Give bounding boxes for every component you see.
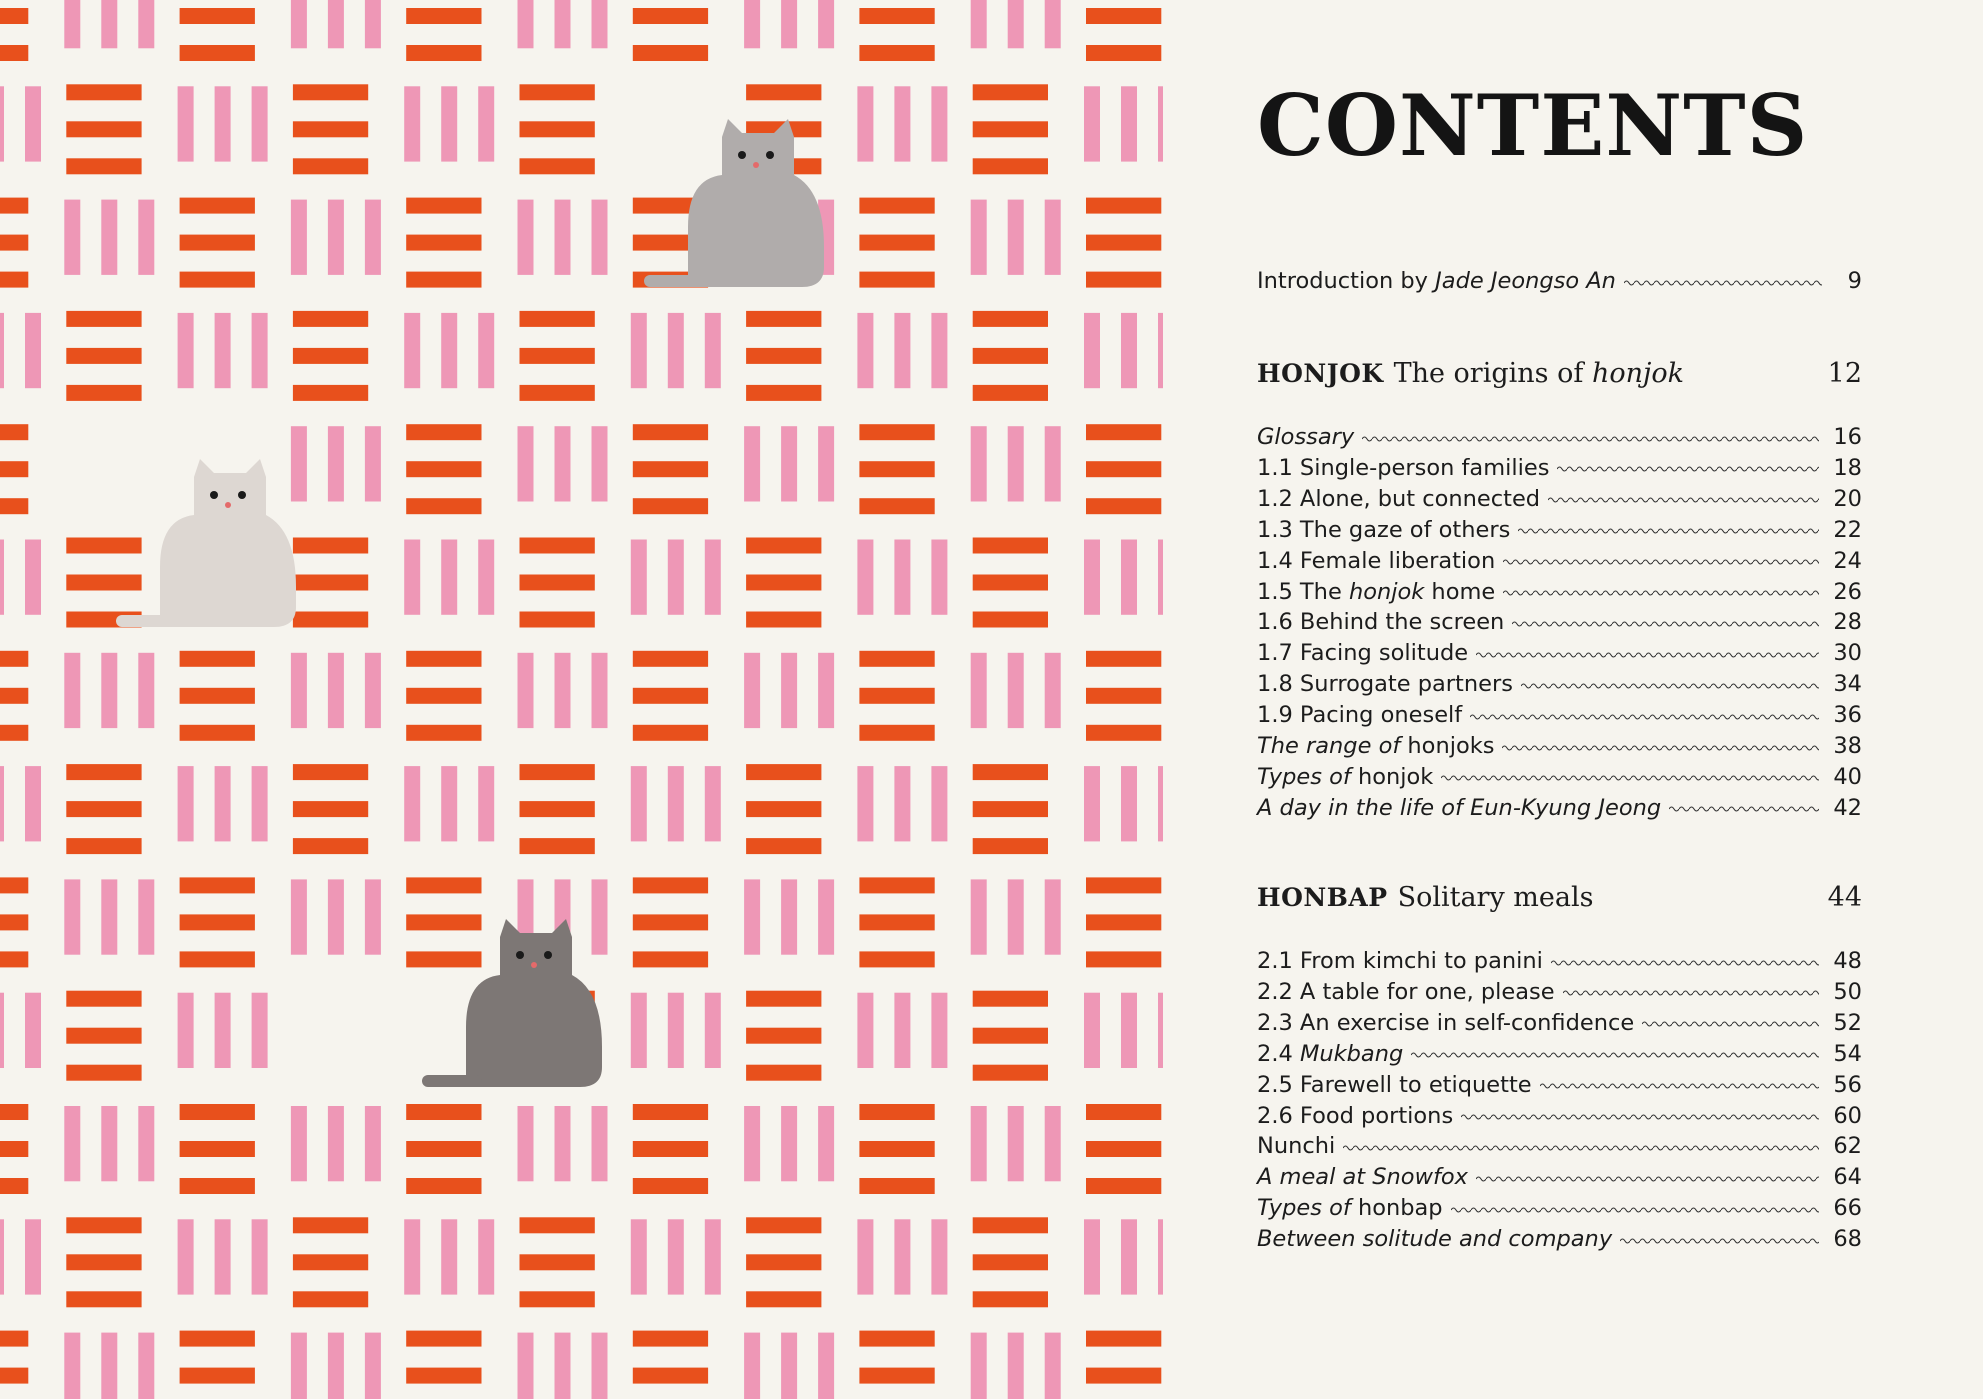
toc-entry-label: 1.1 Single-person families xyxy=(1257,454,1550,481)
toc-entry[interactable] xyxy=(1257,607,1862,637)
toc-entry[interactable] xyxy=(1257,546,1862,576)
toc-entry-label: 2.3 An exercise in self-confidence xyxy=(1257,1009,1635,1036)
toc-page-number: 34 xyxy=(1833,671,1862,698)
toc-entry-label: Types of honjok xyxy=(1257,763,1434,790)
toc-page-number: 20 xyxy=(1833,485,1862,512)
toc-page-number: 68 xyxy=(1833,1226,1862,1253)
toc-page-number: 50 xyxy=(1833,978,1862,1005)
leader-line xyxy=(1470,711,1819,723)
section-page-number: 12 xyxy=(1827,357,1862,389)
toc-entry-label: 1.4 Female liberation xyxy=(1257,547,1496,574)
toc-entry-label: The range of honjoks xyxy=(1257,733,1495,759)
toc-page-number: 64 xyxy=(1833,1164,1862,1191)
toc-page-number: 18 xyxy=(1833,454,1862,481)
toc-entry-label: 1.6 Behind the screen xyxy=(1257,609,1505,636)
leader-line xyxy=(1557,463,1819,475)
toc-entry[interactable] xyxy=(1257,946,1862,976)
toc-page-number: 54 xyxy=(1833,1040,1862,1067)
toc-entry-label: Between solitude and company xyxy=(1257,1226,1613,1253)
toc-entry[interactable] xyxy=(1257,1193,1862,1223)
toc-entry-label: 2.1 From kimchi to panini xyxy=(1257,948,1543,974)
page-title: CONTENTS xyxy=(1257,76,1809,175)
toc-entry-label: Types of honbap xyxy=(1257,1195,1443,1222)
leader-line xyxy=(1441,772,1819,784)
leader-line xyxy=(1503,587,1819,599)
section-page-number: 44 xyxy=(1827,881,1862,913)
toc-intro-row[interactable] xyxy=(1257,266,1862,296)
toc-entry[interactable] xyxy=(1257,638,1862,668)
leader-line xyxy=(1512,618,1819,630)
toc-entry[interactable] xyxy=(1257,1224,1862,1254)
cat-dark-bottom xyxy=(422,919,602,1087)
toc-page-number: 52 xyxy=(1833,1009,1862,1036)
toc-entry[interactable] xyxy=(1257,731,1862,761)
leader-line xyxy=(1540,1080,1820,1092)
toc-entry[interactable] xyxy=(1257,1101,1862,1131)
toc-entry[interactable] xyxy=(1257,1162,1862,1192)
toc-entry[interactable] xyxy=(1257,1008,1862,1038)
toc-entry-label: 2.4 Mukbang xyxy=(1257,1040,1404,1067)
toc-entry[interactable] xyxy=(1257,700,1862,730)
toc-page-number: 66 xyxy=(1833,1195,1862,1222)
toc-entry-label: Glossary xyxy=(1257,424,1355,450)
leader-line xyxy=(1518,525,1819,537)
intro-author: Jade Jeongso An xyxy=(1435,268,1616,294)
toc-entry[interactable] xyxy=(1257,669,1862,699)
section-keyword: HONJOK xyxy=(1257,358,1384,388)
toc-entry-label: A meal at Snowfox xyxy=(1257,1164,1468,1191)
leader-line xyxy=(1451,1204,1820,1216)
toc-entry[interactable] xyxy=(1257,1039,1862,1069)
section-heading-1[interactable] xyxy=(1257,877,1862,917)
leader-line xyxy=(1476,649,1819,661)
toc-entry[interactable] xyxy=(1257,577,1862,607)
cat-light-middle xyxy=(116,459,296,627)
leader-line xyxy=(1551,957,1819,969)
toc-page-number: 26 xyxy=(1833,578,1862,605)
toc-entry[interactable] xyxy=(1257,762,1862,792)
toc-entry[interactable] xyxy=(1257,453,1862,483)
toc-entry-label: 1.8 Surrogate partners xyxy=(1257,671,1513,698)
toc-entry[interactable] xyxy=(1257,977,1862,1007)
leader-line xyxy=(1502,742,1819,754)
toc-page-number: 48 xyxy=(1833,948,1862,974)
toc-page-number: 60 xyxy=(1833,1102,1862,1129)
leader-line xyxy=(1521,680,1819,692)
toc-page-number: 36 xyxy=(1833,702,1862,729)
leader-line xyxy=(1503,556,1819,568)
leader-line xyxy=(1362,433,1819,445)
toc-entry-label: 2.5 Farewell to etiquette xyxy=(1257,1071,1532,1098)
toc-entry-label: 1.3 The gaze of others xyxy=(1257,516,1511,543)
toc-intro-label: Introduction by Jade Jeongso An xyxy=(1257,268,1616,294)
leader-line xyxy=(1343,1142,1819,1154)
toc-page-number: 28 xyxy=(1833,609,1862,636)
leader-line xyxy=(1624,277,1822,289)
toc-page-number: 24 xyxy=(1833,547,1862,574)
leader-line xyxy=(1642,1018,1819,1030)
toc-entry-label: 2.2 A table for one, please xyxy=(1257,978,1555,1005)
section-subtitle: The origins of honjok xyxy=(1393,357,1684,389)
toc-entry-label: 1.9 Pacing oneself xyxy=(1257,702,1463,729)
toc-page-number: 42 xyxy=(1833,794,1862,821)
toc-entry[interactable] xyxy=(1257,793,1862,823)
leader-line xyxy=(1669,803,1819,815)
toc-page-number: 22 xyxy=(1833,516,1862,543)
toc-page-number: 30 xyxy=(1833,640,1862,667)
toc-entry-label: Nunchi xyxy=(1257,1133,1336,1160)
toc-entry-label: 1.7 Facing solitude xyxy=(1257,640,1469,667)
leader-line xyxy=(1620,1235,1819,1247)
leader-line xyxy=(1461,1111,1819,1123)
toc-page-number: 40 xyxy=(1833,763,1862,790)
leader-line xyxy=(1548,494,1819,506)
toc-page-number: 56 xyxy=(1833,1071,1862,1098)
toc-entry[interactable] xyxy=(1257,484,1862,514)
toc-entry[interactable] xyxy=(1257,1070,1862,1100)
toc-entry-label: 1.5 The honjok home xyxy=(1257,578,1496,605)
toc-page-number: 16 xyxy=(1833,424,1862,450)
table-of-contents xyxy=(1257,0,1867,1399)
toc-page-number: 38 xyxy=(1833,733,1862,759)
section-keyword: HONBAP xyxy=(1257,882,1388,912)
toc-entry-label: A day in the life of Eun-Kyung Jeong xyxy=(1257,794,1662,821)
section-subtitle: Solitary meals xyxy=(1397,881,1594,913)
toc-page-number: 9 xyxy=(1847,268,1862,294)
toc-entry[interactable] xyxy=(1257,515,1862,545)
toc-entry-label: 2.6 Food portions xyxy=(1257,1102,1454,1129)
toc-entry[interactable] xyxy=(1257,422,1862,452)
leader-line xyxy=(1563,987,1820,999)
section-heading-0[interactable] xyxy=(1257,353,1862,393)
toc-page-number: 62 xyxy=(1833,1133,1862,1160)
toc-entry[interactable] xyxy=(1257,1131,1862,1161)
leader-line xyxy=(1476,1173,1819,1185)
leader-line xyxy=(1411,1049,1819,1061)
toc-entry-label: 1.2 Alone, but connected xyxy=(1257,485,1541,512)
